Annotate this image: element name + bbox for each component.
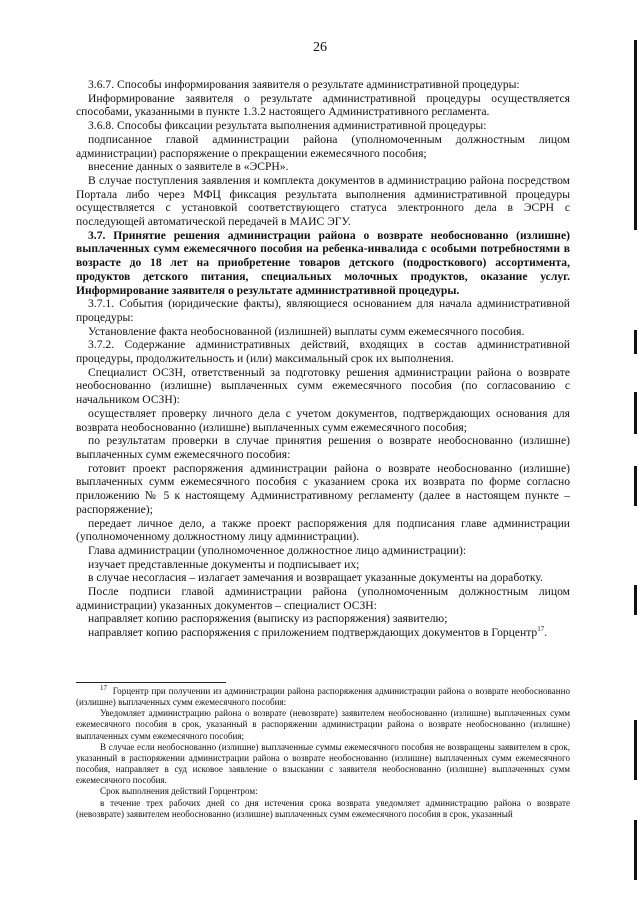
scan-edge-mark [634, 720, 637, 780]
scan-edge-mark [634, 585, 637, 615]
scan-edge-mark [634, 820, 637, 880]
body-paragraph: Специалист ОСЗН, ответственный за подготовку решения администрации района о возврате необоснованно (излишне) выплаченных сумм ежемесячного пособия (по согласованию с начальником ОСЗН): [76, 365, 570, 407]
scan-edge-mark [634, 466, 637, 506]
body-paragraph: Глава администрации (уполномоченное должностное лицо администрации): [88, 543, 467, 557]
body-paragraph: направляет копию распоряжения с приложением подтверждающих документов в Горцентр$^{17}$. [88, 625, 548, 640]
body-paragraph: В случае поступления заявления и комплекта документов в администрацию района посредством Портала либо через МФЦ фиксация результата выполнения административной процедуры осуществляется с установкой соответствующего статуса электронного дела в ЭСРН с последующей автоматической передачей в МАИС ЭГУ. [76, 173, 570, 229]
footnote-paragraph [76, 708, 570, 741]
footnote-text: в течение трех рабочих дней со дня истечения срока возврата уведомляет администрацию района о возврате (невозврате) заявителем необоснованно (излишне) выплаченных сумм ежемесячного пособия в срок, указанный [76, 797, 570, 819]
paragraph-text: направляет копию распоряжения с приложением подтверждающих документов в Горцентр [88, 626, 538, 640]
footnote-text: В случае если необоснованно (излишне) выплаченные суммы ежемесячного пособия не возвращены заявителем в срок, указанный в распоряжении администрации района о возврате необоснованно (излишне) выплаченных сумм ежемесячного пособия, направляет в суд исковое заявление о взыскании с заявителя необоснованно (излишне) выплаченных сумм ежемесячного пособия. [76, 741, 570, 786]
footnote-separator [76, 682, 226, 683]
footnote-text: Горцентр при получении из администрации района распоряжения администрации района о возврате необоснованно (излишне) выплаченных сумм ежемесячного пособия: [76, 686, 571, 708]
main-text [76, 78, 570, 640]
body-paragraph: Установление факта необоснованной (излишней) выплаты сумм ежемесячного пособия. [88, 324, 525, 338]
body-paragraph: 3.6.8. Способы фиксации результата выполнения административной процедуры: [88, 119, 487, 133]
footnote-paragraph [76, 742, 570, 787]
scan-edge-mark [634, 40, 637, 230]
body-paragraph: внесение данных о заявителе в «ЭСРН». [88, 160, 289, 174]
footnotes [76, 683, 571, 820]
body-paragraph: После подписи главой администрации района (уполномоченным должностным лицом администрации) указанных документов – специалист ОСЗН: [76, 585, 570, 612]
body-paragraph: по результатам проверки в случае принятия решения о возврате необоснованно (излишне) выплаченных сумм ежемесячного пособия: [76, 434, 570, 461]
footnote-text: Уведомляет администрацию района о возврате (невозврате) заявителем необоснованно (излишне) выплаченных сумм ежемесячного пособия в срок, указанный в распоряжении администрации района о возврате необоснованно (излишне) выплаченных сумм ежемесячного пособия; [76, 708, 570, 741]
section-heading: 3.7. Принятие решения администрации района о возврате необоснованно (излишне) выплаченных сумм ежемесячного пособия на ребенка-инвалида с особыми потребностями в возрасте до 18 лет на приобретение товаров детского (подросткового) ассортимента, продуктов детского питания, специальных молочных продуктов, оказание услуг. Информирование заявителя о результате административной процедуры. [76, 228, 570, 297]
body-paragraph: Информирование заявителя о результате административной процедуры осуществляется способами, указанными в пункте 1.3.2 настоящего Административного регламента. [76, 91, 570, 119]
body-paragraph: готовит проект распоряжения администрации района о возврате необоснованно (излишне) выплаченных сумм ежемесячного пособия с указанием срока их возврата по форме согласно приложению № 5 к настоящему Административному регламенту (далее в настоящем пункте – распоряжение); [76, 461, 570, 516]
footnote-text: Срок выполнения действий Горцентром: [100, 786, 258, 797]
footnote-paragraph [76, 683, 571, 708]
scan-edge-mark [634, 330, 637, 354]
footnote-paragraph [76, 798, 570, 820]
body-paragraph: передает личное дело, а также проект распоряжения для подписания главе администрации (уполномоченному должностному лицу администрации). [76, 516, 570, 544]
body-paragraph: изучает представленные документы и подписывает их; [88, 557, 360, 571]
footnote-paragraph [76, 786, 570, 797]
body-paragraph: 3.7.2. Содержание административных действий, входящих в состав административной процедуры, продолжительность и (или) максимальный срок их выполнения. [76, 338, 570, 366]
body-paragraph: направляет копию распоряжения (выписку из распоряжения) заявителю; [88, 612, 448, 626]
scan-edge-mark [634, 392, 637, 434]
footnote-reference[interactable]: 17 [537, 625, 545, 634]
body-paragraph: 3.7.1. События (юридические факты), являющиеся основанием для начала административной процедуры: [76, 297, 570, 324]
body-paragraph: в случае несогласия – излагает замечания и возвращает указанные документы на доработку. [88, 571, 543, 585]
body-paragraph: осуществляет проверку личного дела с учетом документов, подтверждающих основания для возврата необоснованно (излишне) выплаченных сумм ежемесячного пособия; [76, 406, 570, 434]
body-paragraph: подписанное главой администрации района (уполномоченным должностным лицом администрации) распоряжение о прекращении ежемесячного пособия; [76, 132, 570, 160]
body-paragraph: 3.6.7. Способы информирования заявителя о результате административной процедуры: [88, 78, 520, 91]
footnote-marker: 17 [100, 683, 107, 692]
page-number: 26 [313, 40, 327, 55]
